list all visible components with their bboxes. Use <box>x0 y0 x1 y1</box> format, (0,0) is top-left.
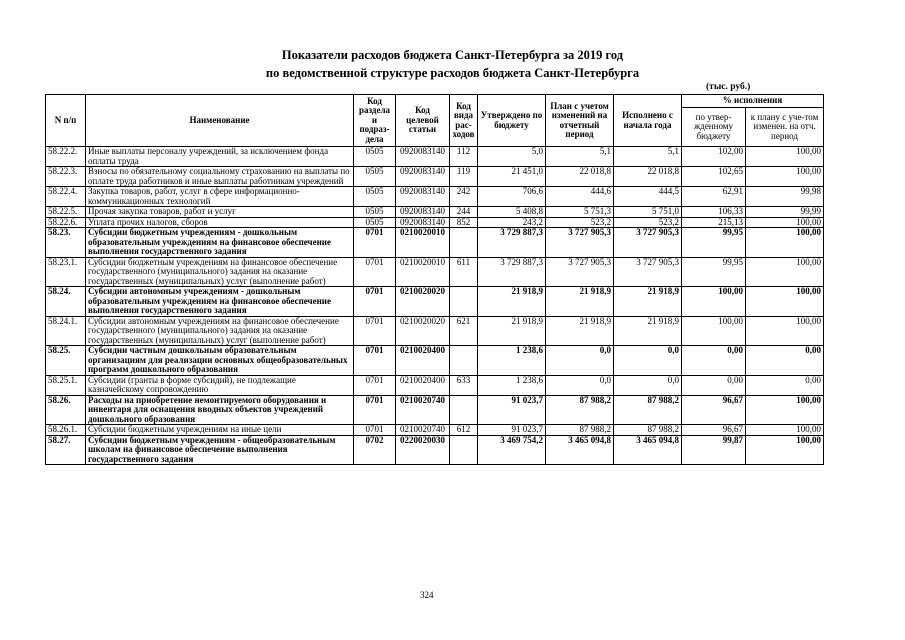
row-pct-approved: 100,00 <box>682 316 746 346</box>
header-pct-approved: по утвер-жденному бюджету <box>682 108 746 147</box>
row-target-code: 0210020740 <box>396 425 450 436</box>
row-approved: 3 469 754,2 <box>478 435 546 465</box>
row-executed: 21 918,9 <box>614 287 682 317</box>
document-title-line2: по ведомственной структуре расходов бюджета Санкт-Петербурга <box>265 66 640 80</box>
row-section-code: 0701 <box>354 287 396 317</box>
row-pct-approved: 102,00 <box>682 147 746 167</box>
row-section-code: 0505 <box>354 147 396 167</box>
row-target-code: 0210020400 <box>396 346 450 376</box>
row-expense-type: 621 <box>450 316 478 346</box>
row-plan: 3 727 905,3 <box>546 257 614 287</box>
table-row <box>46 395 824 425</box>
row-pct-plan: 100,00 <box>746 167 824 187</box>
table-row <box>46 207 824 218</box>
row-number: 58.24.1. <box>46 316 86 346</box>
row-approved: 3 729 887,3 <box>478 228 546 258</box>
row-expense-type: 852 <box>450 217 478 228</box>
table-row <box>46 287 824 317</box>
row-number: 58.27. <box>46 435 86 465</box>
row-approved: 3 729 887,3 <box>478 257 546 287</box>
row-section-code: 0701 <box>354 395 396 425</box>
row-approved: 21 918,9 <box>478 287 546 317</box>
row-name: Субсидии автономным учреждениям на финансовое обеспечение государственного (муниципального) задания на оказание государственных (муниципальных) услуг (выполнение работ) <box>86 316 354 346</box>
row-plan: 5 751,3 <box>546 207 614 218</box>
row-number: 58.23.1. <box>46 257 86 287</box>
row-pct-plan: 100,00 <box>746 257 824 287</box>
row-plan: 22 018,8 <box>546 167 614 187</box>
row-pct-plan: 100,00 <box>746 435 824 465</box>
header-num: N п/п <box>46 95 86 147</box>
row-target-code: 0920083140 <box>396 147 450 167</box>
table-row <box>46 187 824 207</box>
table-row <box>46 167 824 187</box>
row-section-code: 0505 <box>354 217 396 228</box>
row-section-code: 0505 <box>354 187 396 207</box>
row-expense-type: 633 <box>450 375 478 395</box>
table-row <box>46 217 824 228</box>
row-plan: 0,0 <box>546 346 614 376</box>
page-number: 324 <box>420 590 434 600</box>
row-expense-type: 611 <box>450 257 478 287</box>
row-approved: 1 238,6 <box>478 375 546 395</box>
table-row <box>46 228 824 258</box>
row-expense-type: 242 <box>450 187 478 207</box>
table-row <box>46 257 824 287</box>
row-approved: 21 451,0 <box>478 167 546 187</box>
row-target-code: 0210020010 <box>396 257 450 287</box>
row-expense-type: 119 <box>450 167 478 187</box>
row-name: Субсидии (гранты в форме субсидий), не подлежащие казначейскому сопровождению <box>86 375 354 395</box>
row-expense-type: 112 <box>450 147 478 167</box>
row-pct-plan: 100,00 <box>746 425 824 436</box>
row-section-code: 0701 <box>354 316 396 346</box>
row-pct-plan: 99,98 <box>746 187 824 207</box>
row-target-code: 0210020740 <box>396 395 450 425</box>
row-section-code: 0505 <box>354 207 396 218</box>
table-row <box>46 375 824 395</box>
row-executed: 22 018,8 <box>614 167 682 187</box>
row-plan: 21 918,9 <box>546 287 614 317</box>
document-title-line1: Показатели расходов бюджета Санкт-Петербурга за 2019 год <box>281 48 624 62</box>
row-plan: 3 727 905,3 <box>546 228 614 258</box>
row-number: 58.24. <box>46 287 86 317</box>
row-plan: 444,6 <box>546 187 614 207</box>
row-section-code: 0505 <box>354 167 396 187</box>
row-executed: 21 918,9 <box>614 316 682 346</box>
header-executed: Исполнено с начала года <box>614 95 682 147</box>
row-pct-plan: 100,00 <box>746 395 824 425</box>
row-number: 58.25.1. <box>46 375 86 395</box>
row-executed: 0,0 <box>614 375 682 395</box>
row-plan: 523,2 <box>546 217 614 228</box>
row-expense-type <box>450 287 478 317</box>
row-number: 58.23. <box>46 228 86 258</box>
header-plan: План с учетом изменений на отчетный период <box>546 95 614 147</box>
row-approved: 91 023,7 <box>478 395 546 425</box>
row-name: Прочая закупка товаров, работ и услуг <box>86 207 354 218</box>
row-number: 58.22.5. <box>46 207 86 218</box>
table-body <box>46 147 824 465</box>
row-section-code: 0701 <box>354 228 396 258</box>
row-target-code: 0920083140 <box>396 167 450 187</box>
row-target-code: 0920083140 <box>396 187 450 207</box>
table-row <box>46 346 824 376</box>
header-section-code: Код раздела и подраз-дела <box>354 95 396 147</box>
row-executed: 3 727 905,3 <box>614 228 682 258</box>
row-number: 58.26. <box>46 395 86 425</box>
row-executed: 5 751,0 <box>614 207 682 218</box>
row-target-code: 0210020010 <box>396 228 450 258</box>
row-approved: 5,0 <box>478 147 546 167</box>
row-pct-approved: 96,67 <box>682 395 746 425</box>
header-pct-plan: к плану с уче-том изменен. на отч. период <box>746 108 824 147</box>
row-name: Закупка товаров, работ, услуг в сфере информационно-коммуникационных технологий <box>86 187 354 207</box>
row-expense-type: 612 <box>450 425 478 436</box>
row-approved: 1 238,6 <box>478 346 546 376</box>
row-section-code: 0702 <box>354 435 396 465</box>
row-section-code: 0701 <box>354 425 396 436</box>
row-approved: 91 023,7 <box>478 425 546 436</box>
header-name: Наименование <box>86 95 354 147</box>
row-pct-approved: 62,91 <box>682 187 746 207</box>
row-plan: 5,1 <box>546 147 614 167</box>
row-approved: 5 408,8 <box>478 207 546 218</box>
header-expense-type-code: Код вида рас-ходов <box>450 95 478 147</box>
row-pct-plan: 0,00 <box>746 346 824 376</box>
row-pct-approved: 0,00 <box>682 346 746 376</box>
row-plan: 21 918,9 <box>546 316 614 346</box>
header-pct-group: % исполнения <box>682 95 824 108</box>
row-section-code: 0701 <box>354 346 396 376</box>
row-name: Расходы на приобретение немонтируемого оборудования и инвентаря для оснащения вводных объектов учреждений дошкольного образования <box>86 395 354 425</box>
row-pct-approved: 99,87 <box>682 435 746 465</box>
row-executed: 3 465 094,8 <box>614 435 682 465</box>
header-target-code: Код целевой статьи <box>396 95 450 147</box>
row-pct-approved: 99,95 <box>682 257 746 287</box>
row-expense-type <box>450 395 478 425</box>
row-number: 58.22.6. <box>46 217 86 228</box>
table-row <box>46 425 824 436</box>
row-number: 58.26.1. <box>46 425 86 436</box>
row-number: 58.22.2. <box>46 147 86 167</box>
row-name: Субсидии бюджетным учреждениям - дошкольным образовательным учреждениям на финансовое обеспечение выполнения государственного задания <box>86 228 354 258</box>
row-executed: 0,0 <box>614 346 682 376</box>
row-name: Субсидии автономным учреждениям - дошкольным образовательным учреждениям на финансовое обеспечение выполнения государственного задания <box>86 287 354 317</box>
row-pct-approved: 99,95 <box>682 228 746 258</box>
row-target-code: 0920083140 <box>396 217 450 228</box>
row-name: Субсидии бюджетным учреждениям на финансовое обеспечение государственного (муниципального) задания на оказание государственных (муниципальных) услуг (выполнение работ) <box>86 257 354 287</box>
row-name: Иные выплаты персоналу учреждений, за исключением фонда оплаты труда <box>86 147 354 167</box>
row-plan: 0,0 <box>546 375 614 395</box>
row-approved: 243,2 <box>478 217 546 228</box>
row-name: Уплата прочих налогов, сборов <box>86 217 354 228</box>
row-target-code: 0220020030 <box>396 435 450 465</box>
row-name: Субсидии бюджетным учреждениям на иные цели <box>86 425 354 436</box>
row-pct-plan: 100,00 <box>746 316 824 346</box>
row-pct-plan: 100,00 <box>746 217 824 228</box>
row-target-code: 0920083140 <box>396 207 450 218</box>
table-row <box>46 316 824 346</box>
row-pct-plan: 99,99 <box>746 207 824 218</box>
row-expense-type <box>450 228 478 258</box>
row-pct-plan: 100,00 <box>746 228 824 258</box>
row-pct-plan: 100,00 <box>746 287 824 317</box>
row-name: Субсидии частным дошкольным образовательным организациям для реализации основных общеобразовательных программ дошкольного образования <box>86 346 354 376</box>
row-executed: 3 727 905,3 <box>614 257 682 287</box>
budget-table <box>45 94 824 465</box>
row-target-code: 0210020020 <box>396 287 450 317</box>
row-executed: 444,5 <box>614 187 682 207</box>
units-label: (тыс. руб.) <box>706 82 751 92</box>
row-pct-approved: 96,67 <box>682 425 746 436</box>
row-expense-type <box>450 346 478 376</box>
row-target-code: 0210020020 <box>396 316 450 346</box>
row-number: 58.22.3. <box>46 167 86 187</box>
row-expense-type: 244 <box>450 207 478 218</box>
row-section-code: 0701 <box>354 257 396 287</box>
row-plan: 87 988,2 <box>546 425 614 436</box>
row-plan: 3 465 094,8 <box>546 435 614 465</box>
row-name: Субсидии бюджетным учреждениям - общеобразовательным школам на финансовое обеспечение выполнения государственного задания <box>86 435 354 465</box>
row-plan: 87 988,2 <box>546 395 614 425</box>
row-executed: 523,2 <box>614 217 682 228</box>
row-executed: 87 988,2 <box>614 395 682 425</box>
header-approved: Утверждено по бюджету <box>478 95 546 147</box>
row-approved: 706,6 <box>478 187 546 207</box>
row-pct-plan: 0,00 <box>746 375 824 395</box>
row-executed: 87 988,2 <box>614 425 682 436</box>
row-target-code: 0210020400 <box>396 375 450 395</box>
row-number: 58.25. <box>46 346 86 376</box>
row-number: 58.22.4. <box>46 187 86 207</box>
row-approved: 21 918,9 <box>478 316 546 346</box>
table-row <box>46 435 824 465</box>
row-pct-approved: 106,33 <box>682 207 746 218</box>
row-pct-approved: 102,65 <box>682 167 746 187</box>
row-name: Взносы по обязательному социальному страхованию на выплаты по оплате труда работников и иные выплаты работникам учреждений <box>86 167 354 187</box>
row-section-code: 0701 <box>354 375 396 395</box>
row-expense-type <box>450 435 478 465</box>
row-pct-approved: 215,13 <box>682 217 746 228</box>
row-executed: 5,1 <box>614 147 682 167</box>
row-pct-approved: 100,00 <box>682 287 746 317</box>
row-pct-approved: 0,00 <box>682 375 746 395</box>
table-row <box>46 147 824 167</box>
row-pct-plan: 100,00 <box>746 147 824 167</box>
